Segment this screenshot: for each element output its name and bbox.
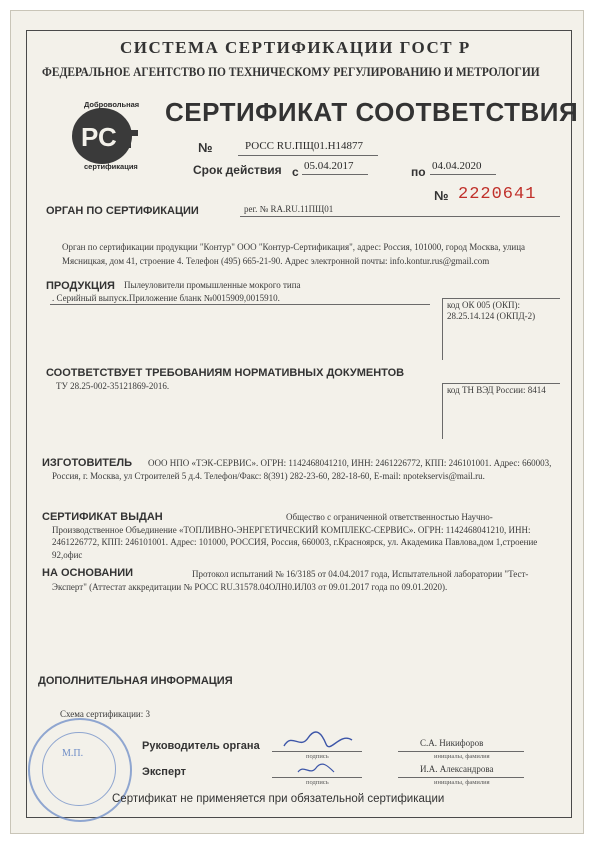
extra-label: ДОПОЛНИТЕЛЬНАЯ ИНФОРМАЦИЯ	[38, 675, 233, 687]
head-sign-caption: подпись	[306, 753, 329, 760]
to-date: 04.04.2020	[432, 160, 482, 172]
agency-title: ФЕДЕРАЛЬНОЕ АГЕНТСТВО ПО ТЕХНИЧЕСКОМУ РЕГУЛИРОВАНИЮ И МЕТРОЛОГИИ	[42, 64, 540, 79]
validity-label: Срок действия	[193, 163, 282, 177]
issued-text: Общество с ограниченной ответственностью Научно-Производственное Объединение «ТОПЛИВНО-ЭНЕРГЕТИЧЕСКИЙ КОМПЛЕКС-СЕРВИС». ОГРН: 1142468041210, ИНН: 2461226772, КПП: 246101001. Адрес: 101000, РОССИЯ, Россия, 660003, г.Красноярск, ул. Академика Павлова,дом 1,строение 92,офис	[52, 512, 538, 560]
conform-label: СООТВЕТСТВУЕТ ТРЕБОВАНИЯМ НОРМАТИВНЫХ ДОКУМЕНТОВ	[46, 367, 405, 379]
product-text: Пылеуловители промышленные мокрого типа	[124, 280, 301, 290]
stamp-mp: М.П.	[62, 748, 84, 759]
footer-notice: Сертификат не применяется при обязательной сертификации	[112, 793, 445, 805]
expert-sign-caption: подпись	[306, 779, 329, 786]
okp-code: код ОК 005 (ОКП): 28.25.14.124 (ОКПД-2)	[447, 300, 536, 321]
expert-label: Эксперт	[142, 766, 187, 778]
from-underline	[302, 174, 368, 175]
expert-name-caption: инициалы, фамилия	[434, 779, 490, 786]
to-label: по	[411, 165, 426, 179]
stamp-inner-circle	[42, 732, 116, 806]
tnved-code: код ТН ВЭД России: 8414	[447, 385, 546, 395]
serial-label: №	[434, 188, 449, 203]
expert-signature-icon	[296, 760, 336, 778]
head-label: Руководитель органа	[142, 740, 260, 752]
number-underline	[238, 155, 378, 156]
organ-underline	[240, 216, 560, 217]
head-name: С.А. Никифоров	[420, 738, 484, 748]
number-label: №	[198, 140, 213, 155]
certificate-number: РОСС RU.ПЩ01.Н14877	[245, 140, 364, 152]
svg-text:P: P	[81, 122, 99, 152]
issued-label: СЕРТИФИКАТ ВЫДАН	[42, 511, 163, 523]
head-name-caption: инициалы, фамилия	[434, 753, 490, 760]
conform-text: ТУ 28.25-002-35121869-2016.	[56, 381, 170, 391]
from-date: 05.04.2017	[304, 160, 354, 172]
manufacturer-text: ООО НПО «ТЭК-СЕРВИС». ОГРН: 1142468041210, ИНН: 2461226772, КПП: 246101001. Адрес: 660003, Россия, г. Москва, ул Строителей 5 д.4. Телефон/Факс: 8(391) 282-23-60, 282-18-60, E-mail: npotekservis@mail.ru.	[52, 458, 552, 481]
logo-top-text: Добровольная	[84, 100, 140, 109]
tnved-divider	[442, 383, 443, 439]
expert-name: И.А. Александрова	[420, 764, 494, 774]
product-text-2: . Серийный выпуск.Приложение бланк №0015909,0015910.	[52, 293, 280, 303]
svg-text:C: C	[98, 122, 117, 152]
basis-text: Протокол испытаний № 16/3185 от 04.04.2017 года, Испытательной лаборатории "Тест-Эксперт" (Аттестат аккредитации № РОСС RU.31578.04ОЛН0.ИЛ03 от 09.01.2017 года по 09.01.2020).	[52, 569, 529, 592]
organ-reg: рег. № RA.RU.11ПЩ01	[244, 204, 334, 214]
expert-name-line	[398, 777, 524, 778]
from-label: с	[292, 165, 299, 179]
organ-text: Орган по сертификации продукции "Контур" ООО "Контур-Сертификация", адрес: Россия, 101000, город Москва, улица Мясницкая, дом 41, строение 4. Телефон (495) 665-21-90. Адрес электронной почты: info.kontur.rus@gmail.com	[62, 242, 526, 266]
serial-number: 2220641	[458, 185, 537, 204]
head-name-line	[398, 751, 524, 752]
okp-divider	[442, 298, 443, 360]
logo-bottom-text: сертификация	[84, 162, 138, 171]
tnved-topline	[442, 383, 560, 384]
manufacturer-label: ИЗГОТОВИТЕЛЬ	[42, 457, 132, 469]
scheme-text: Схема сертификации: 3	[60, 709, 150, 719]
certificate-title: СЕРТИФИКАТ СООТВЕТСТВИЯ	[165, 97, 579, 127]
product-label: ПРОДУКЦИЯ	[46, 280, 115, 292]
system-title: СИСТЕМА СЕРТИФИКАЦИИ ГОСТ Р	[120, 38, 471, 57]
basis-label: НА ОСНОВАНИИ	[42, 567, 134, 579]
product-underline	[50, 304, 430, 305]
okp-topline	[442, 298, 560, 299]
head-signature-icon	[282, 730, 354, 752]
to-underline	[430, 174, 496, 175]
organ-label: ОРГАН ПО СЕРТИФИКАЦИИ	[46, 205, 199, 217]
